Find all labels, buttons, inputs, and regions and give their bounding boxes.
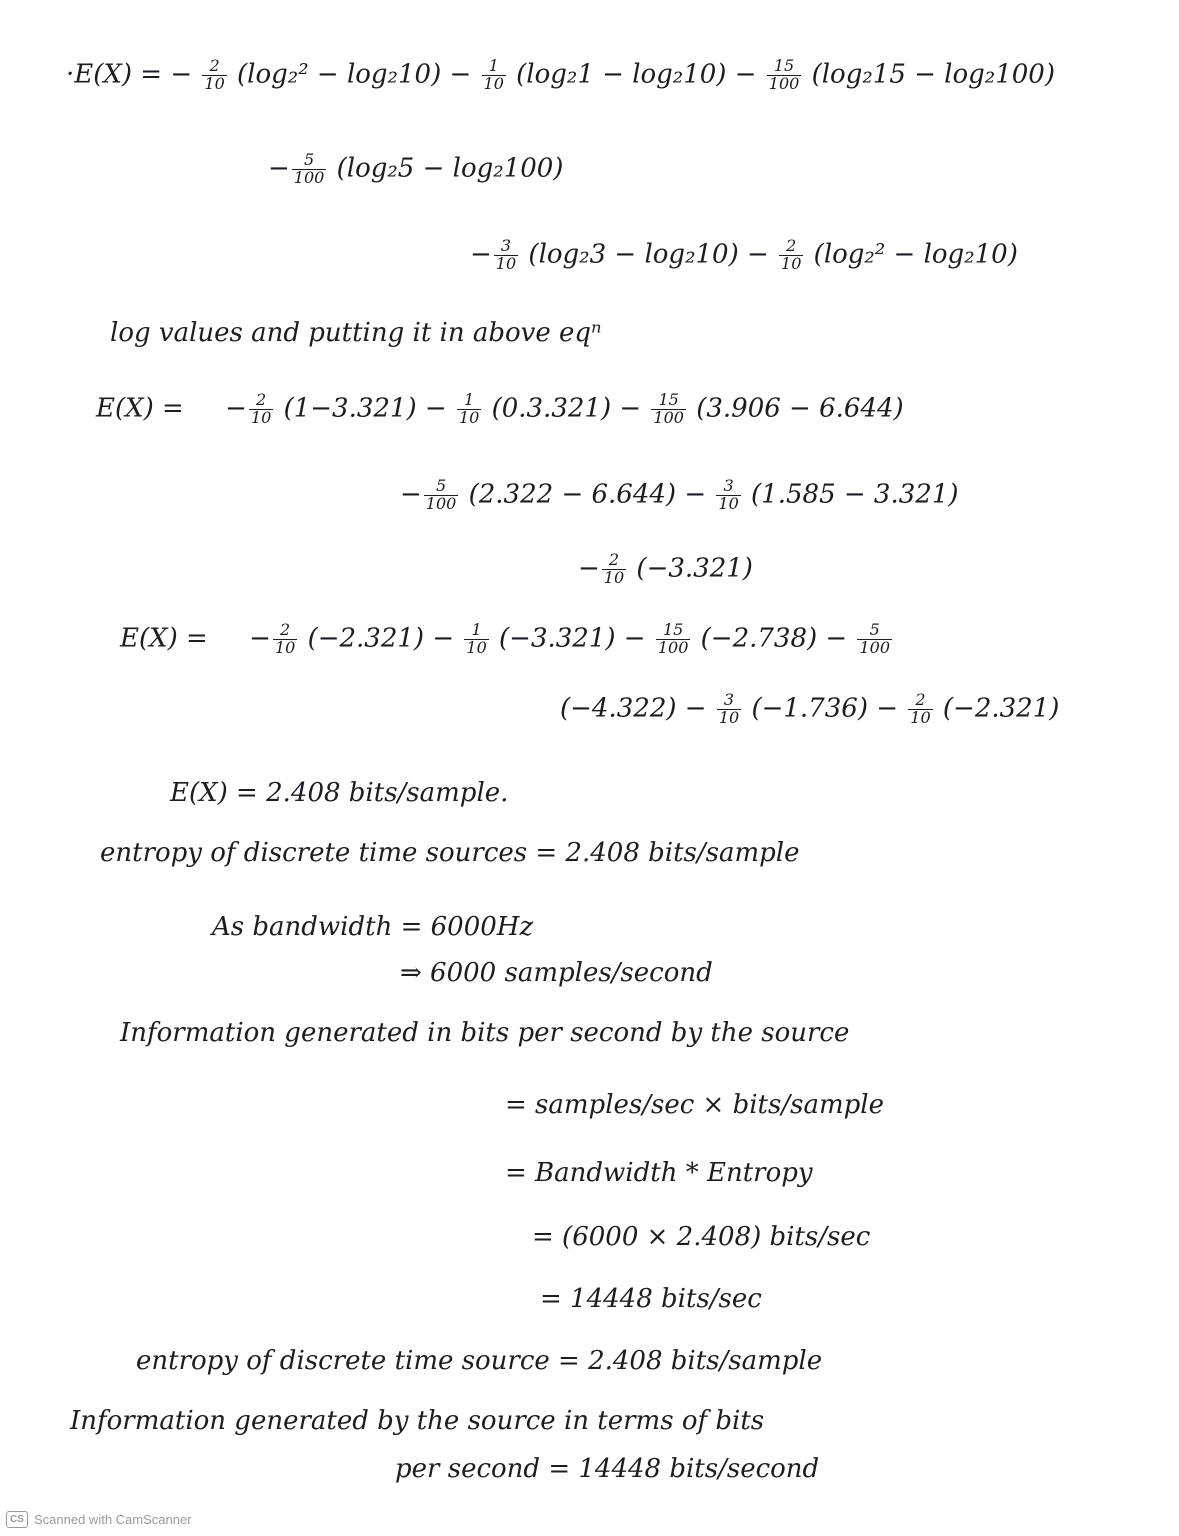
calculation-step-3: = (6000 × 2.408) bits/sec — [532, 1222, 871, 1252]
summary-information-line-1: Information generated by the source in terms of bits — [70, 1406, 765, 1436]
fraction: $\frac{1}{10}$ — [466, 620, 487, 657]
expr-text: (log₂1 − log₂10) − — [516, 59, 757, 90]
expr-text: (3.906 − 6.644) — [696, 393, 904, 424]
entropy-statement: entropy of discrete time sources = 2.408 bits/sample — [100, 838, 800, 868]
substituted-expression-line-1: E(X) = − $\frac{2}{10}$ (1−3.321) − $\frac{1}{10}$ (0.3.321) − $\frac{15}{100}$ (3.906 − 6.644) — [96, 390, 904, 427]
fraction: $\frac{5}{100}$ — [293, 150, 325, 187]
camscanner-watermark — [6, 1509, 192, 1529]
fraction: $\frac{5}{100}$ — [425, 476, 457, 513]
samples-per-second-line: ⇒ 6000 samples/second — [400, 958, 713, 988]
fraction: $\frac{15}{100}$ — [657, 620, 689, 657]
fraction: $\frac{2}{10}$ — [781, 236, 802, 273]
expr-text: (log₂² − log₂10) — [813, 239, 1018, 270]
fraction: $\frac{2}{10}$ — [910, 690, 931, 727]
summary-entropy: entropy of discrete time source = 2.408 bits/sample — [136, 1346, 823, 1376]
calculation-step-4: = 14448 bits/sec — [540, 1284, 762, 1314]
fraction: $\frac{3}{10}$ — [718, 690, 740, 727]
entropy-expression-line-1 — [66, 58, 1055, 93]
fraction: $\frac{5}{100}$ — [859, 620, 891, 657]
entropy-result: E(X) = 2.408 bits/sample. — [170, 778, 509, 808]
expr-text: (2.322 − 6.644) − — [468, 479, 707, 510]
expr-text: (log₂² − log₂10) − — [237, 59, 472, 90]
expr-text: E(X) = — [96, 393, 184, 424]
expr-text: E(X) = — [120, 623, 208, 654]
expr-text: (log₂15 − log₂100) — [811, 59, 1055, 90]
expr-text: (−2.738) − — [700, 623, 848, 654]
fraction: $\frac{1}{10}$ — [458, 390, 480, 427]
fraction: $\frac{3}{10}$ — [718, 476, 739, 513]
fraction: $\frac{2}{10}$ — [603, 550, 625, 587]
information-rate-heading: Information generated in bits per second by the source — [120, 1018, 850, 1048]
fraction: $\frac{2}{10}$ — [204, 56, 225, 93]
entropy-expression-line-2: − $\frac{5}{100}$ (log₂5 − log₂100) — [268, 150, 564, 187]
expr-text: (1.585 − 3.321) — [751, 479, 959, 510]
fraction: $\frac{15}{100}$ — [653, 390, 684, 427]
simplified-expression-line-1: E(X) = − $\frac{2}{10}$ (−2.321) − $\frac{1}{10}$ (−3.321) − $\frac{15}{100}$ (−2.738) − $\frac{5}{100}$ — [120, 620, 891, 657]
log-values-note: log values and putting it in above eqⁿ — [110, 318, 602, 348]
expr-text: (−2.321) − — [307, 623, 455, 654]
calculation-step-1: = samples/sec × bits/sample — [505, 1090, 884, 1120]
expr-text: (1−3.321) − — [283, 393, 447, 424]
substituted-expression-line-3: − $\frac{2}{10}$ (−3.321) — [578, 550, 753, 587]
fraction: $\frac{15}{100}$ — [768, 56, 800, 93]
bandwidth-line: As bandwidth = 6000Hz — [212, 912, 534, 942]
expr-text: (−3.321) − — [499, 623, 646, 654]
fraction: $\frac{2}{10}$ — [250, 390, 272, 427]
expr-text: (−2.321) — [942, 693, 1060, 724]
fraction: $\frac{1}{10}$ — [483, 56, 504, 93]
substituted-expression-line-2: − $\frac{5}{100}$ (2.322 − 6.644) − $\frac{3}{10}$ (1.585 − 3.321) — [400, 476, 959, 513]
expr-text: (log₂5 − log₂100) — [336, 153, 564, 184]
expr-text: (−1.736) − — [751, 693, 899, 724]
entropy-expression-line-3: − $\frac{3}{10}$ (log₂3 − log₂10) − $\frac{2}{10}$ (log₂² − log₂10) — [470, 236, 1018, 273]
watermark-text: Scanned with CamScanner — [34, 1511, 192, 1527]
summary-information-line-2: per second = 14448 bits/second — [395, 1454, 820, 1484]
expr-text: (0.3.321) − — [491, 393, 642, 424]
expr-text: ·E(X) = − — [66, 59, 193, 90]
expr-text: (−3.321) — [636, 553, 753, 584]
camscanner-logo-icon: CS — [6, 1511, 28, 1528]
fraction: $\frac{3}{10}$ — [495, 236, 517, 273]
calculation-step-2: = Bandwidth * Entropy — [505, 1158, 813, 1188]
fraction: $\frac{2}{10}$ — [274, 620, 296, 657]
expr-text: (log₂3 − log₂10) − — [528, 239, 769, 270]
expr-text: (−4.322) − — [560, 693, 707, 724]
simplified-expression-line-2 — [560, 692, 1059, 727]
